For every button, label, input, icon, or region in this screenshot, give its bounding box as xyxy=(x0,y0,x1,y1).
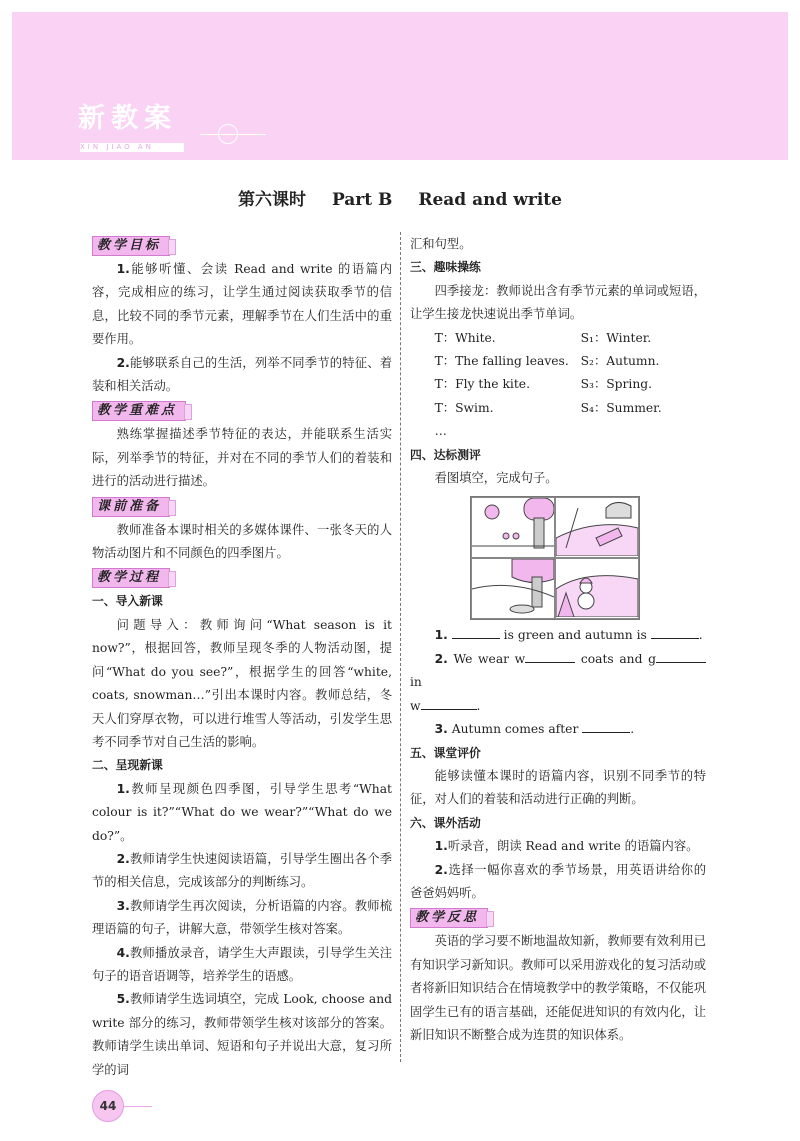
step-item xyxy=(92,988,392,1082)
right-column xyxy=(410,233,706,1047)
page-title xyxy=(0,185,800,210)
student-line: S₂：Autumn. xyxy=(580,354,660,369)
teacher-line: T：Swim. xyxy=(434,400,494,415)
item-text: 教师播放录音，请学生大声跟读，引导学生关注句子的语音语调等，培养学生的语感。 xyxy=(92,945,392,983)
continued-text: 汇和句型。 xyxy=(410,237,472,251)
exercise-text: w xyxy=(410,698,421,713)
answer-blank[interactable] xyxy=(525,650,575,663)
section-label-process: 教学过程 xyxy=(92,568,170,588)
header-banner xyxy=(12,12,788,160)
item-number: 2. xyxy=(116,355,130,370)
item-number: 2. xyxy=(116,851,130,866)
section-heading: 五、课堂评价 xyxy=(410,745,481,760)
step-item xyxy=(92,942,392,989)
dialogue-line xyxy=(410,350,706,373)
four-seasons-illustration xyxy=(470,496,640,620)
column-divider xyxy=(400,232,401,1062)
item-text: 选择一幅你喜欢的季节场景，用英语讲给你的爸爸妈妈听。 xyxy=(410,862,706,900)
dialogue-line xyxy=(410,327,706,350)
lesson-topic: Read and write xyxy=(418,190,562,210)
step-item xyxy=(92,848,392,895)
item-number: 2. xyxy=(434,651,448,666)
section-label-goals: 教学目标 xyxy=(92,236,170,256)
item-text: 能够联系自己的生活，列举不同季节的特征、着装和相关活动。 xyxy=(92,355,392,394)
intro-text: 问题导入：教师询问“What season is it now?”，根据回答，教师呈现冬季的人物活动图，提问“What do you see?”，根据学生的回答“white, coats, snowman…”引出本课时内容。教师总结，冬天人们穿厚衣物，可以进行堆雪人等活动，引发学生思考不同季节对自己生活的影响。 xyxy=(92,617,392,749)
dialogue-line xyxy=(410,397,706,420)
answer-blank[interactable] xyxy=(421,697,477,710)
dialogue-ellipsis: … xyxy=(434,424,447,439)
step-item xyxy=(92,895,392,942)
page-number: 44 xyxy=(92,1090,124,1122)
section-label-preparation: 课前准备 xyxy=(92,497,170,517)
student-line: S₃：Spring. xyxy=(580,377,653,392)
evaluation-text: 能够读懂本课时的语篇内容，识别不同季节的特征，对人们的着装和活动进行正确的判断。 xyxy=(410,768,706,807)
spring-panel xyxy=(471,497,555,558)
key-points-text: 熟练掌握描述季节特征的表达，并能联系生活实际，列举季节的特征，并对在不同的季节人们的着装和进行的活动进行描述。 xyxy=(92,427,392,489)
item-text: 教师请学生再次阅读，分析语篇的内容。教师梳理语篇的句子，讲解大意，带领学生核对答案。 xyxy=(92,898,392,937)
item-number: 2. xyxy=(434,862,448,877)
reflection-text: 英语的学习要不断地温故知新，教师要有效利用已有知识学习新知识。教师可以采用游戏化的复习活动或者将新旧知识结合在情境教学中的教学策略，不仅能巩固学生已有的语言基础，还能促进知识的有效内化，让新旧知识不断整合成为连贯的知识体系。 xyxy=(410,934,706,1042)
exercise-text: Autumn comes after xyxy=(451,722,579,737)
item-number: 3. xyxy=(116,898,130,913)
homework-item xyxy=(410,835,706,858)
homework-item xyxy=(410,859,706,906)
teacher-line: T：White. xyxy=(434,330,496,345)
item-text: 听录音，朗读 Read and write 的语篇内容。 xyxy=(447,839,699,854)
autumn-panel xyxy=(471,558,555,619)
left-column xyxy=(92,233,392,1082)
exercise-text: . xyxy=(476,698,481,713)
item-text: 能够听懂、会读 Read and write 的语篇内容，完成相应的练习，让学生通过阅读获取季节的信息，比较不同的季节元素，理解季节在人们生活中的重要作用。 xyxy=(92,262,392,347)
game-text: 四季接龙：教师说出含有季节元素的单词或短语，让学生接龙快速说出季节单词。 xyxy=(410,283,706,322)
exercise-text: We wear w xyxy=(453,651,526,666)
goal-item xyxy=(92,352,392,399)
student-line: S₁：Winter. xyxy=(580,330,652,345)
exercise-text: coats and g xyxy=(580,651,656,666)
exercise-2 xyxy=(410,648,706,718)
lesson-part: Part B xyxy=(331,190,393,210)
exercise-3 xyxy=(410,718,706,741)
logo-decoration-circle xyxy=(218,124,238,144)
exercise-text: . xyxy=(630,722,635,737)
item-text: 教师呈现颜色四季图，引导学生思考“What colour is it?”“What do we wear?”“What do we do?”。 xyxy=(92,781,392,843)
exercise-1 xyxy=(410,624,706,647)
exercise-text: in xyxy=(410,675,422,690)
section-label-key-points: 教学重难点 xyxy=(92,401,186,421)
section-heading: 三、趣味操练 xyxy=(410,260,481,275)
section-heading: 六、课外活动 xyxy=(410,815,481,830)
answer-blank[interactable] xyxy=(452,626,500,639)
answer-blank[interactable] xyxy=(582,720,630,733)
section-label-reflection: 教学反思 xyxy=(410,908,488,928)
logo: 新教案 xyxy=(78,103,177,134)
step-item xyxy=(92,778,392,848)
teacher-line: T：The falling leaves. xyxy=(434,354,569,369)
answer-blank[interactable] xyxy=(656,650,706,663)
winter-panel xyxy=(555,558,639,619)
student-line: S₄：Summer. xyxy=(580,400,662,415)
item-number: 1. xyxy=(116,781,130,796)
dialogue-line xyxy=(410,373,706,396)
item-text: 教师请学生快速阅读语篇，引导学生圈出各个季节的相关信息，完成该部分的判断练习。 xyxy=(92,851,392,890)
item-number: 5. xyxy=(116,992,130,1007)
item-number: 1. xyxy=(434,628,448,643)
item-text: 教师请学生选词填空，完成 Look, choose and write 部分的练习，教师带领学生核对该部分的答案。教师请学生读出单词、短语和句子并说出大意，复习所学的词 xyxy=(92,992,392,1077)
section-heading: 四、达标测评 xyxy=(410,447,481,462)
section-heading: 二、呈现新课 xyxy=(92,758,163,773)
answer-blank[interactable] xyxy=(651,626,699,639)
lesson-number: 第六课时 xyxy=(238,190,307,210)
test-instruction: 看图填空，完成句子。 xyxy=(434,471,558,486)
item-number: 1. xyxy=(434,839,448,854)
teacher-line: T：Fly the kite. xyxy=(434,377,530,392)
preparation-text: 教师准备本课时相关的多媒体课件、一张冬天的人物活动图片和不同颜色的四季图片。 xyxy=(92,522,392,561)
goal-item xyxy=(92,258,392,352)
item-number: 1. xyxy=(116,262,130,276)
summer-panel xyxy=(555,497,639,558)
item-number: 4. xyxy=(116,945,130,960)
exercise-text: . xyxy=(698,628,703,643)
item-number: 3. xyxy=(434,722,448,737)
exercise-text: is green and autumn is xyxy=(503,628,647,643)
section-heading: 一、导入新课 xyxy=(92,594,163,609)
logo-subtitle: XIN JIAO AN xyxy=(80,143,184,152)
